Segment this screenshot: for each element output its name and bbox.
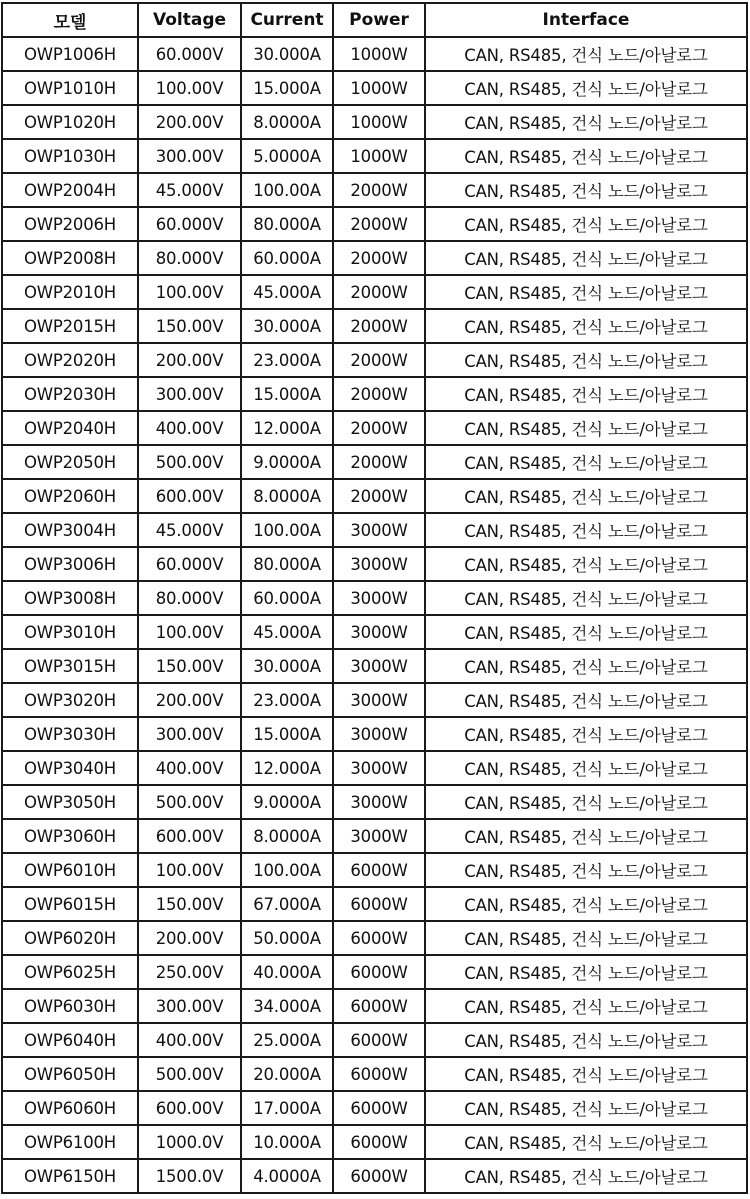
voltage-cell: 600.00V	[138, 819, 241, 853]
voltage-cell: 45.000V	[138, 513, 241, 547]
table-row	[2, 343, 747, 377]
model-cell: OWP6100H	[2, 1125, 138, 1159]
interface-cell: CAN, RS485, 건식 노드/아날로그	[425, 717, 747, 751]
power-cell: 6000W	[333, 921, 425, 955]
table-row	[2, 581, 747, 615]
table-row	[2, 309, 747, 343]
power-cell: 6000W	[333, 1159, 425, 1193]
model-cell: OWP2008H	[2, 241, 138, 275]
table-row	[2, 241, 747, 275]
interface-cell: CAN, RS485, 건식 노드/아날로그	[425, 241, 747, 275]
interface-cell: CAN, RS485, 건식 노드/아날로그	[425, 785, 747, 819]
voltage-cell: 1000.0V	[138, 1125, 241, 1159]
interface-cell: CAN, RS485, 건식 노드/아날로그	[425, 1125, 747, 1159]
table-header-row	[2, 3, 747, 37]
current-cell: 50.000A	[241, 921, 333, 955]
interface-cell: CAN, RS485, 건식 노드/아날로그	[425, 989, 747, 1023]
current-cell: 15.000A	[241, 717, 333, 751]
table-row	[2, 71, 747, 105]
interface-cell: CAN, RS485, 건식 노드/아날로그	[425, 343, 747, 377]
voltage-cell: 200.00V	[138, 343, 241, 377]
power-cell: 6000W	[333, 955, 425, 989]
current-cell: 12.000A	[241, 411, 333, 445]
interface-cell: CAN, RS485, 건식 노드/아날로그	[425, 581, 747, 615]
current-cell: 5.0000A	[241, 139, 333, 173]
interface-cell: CAN, RS485, 건식 노드/아날로그	[425, 513, 747, 547]
current-cell: 80.000A	[241, 207, 333, 241]
interface-cell: CAN, RS485, 건식 노드/아날로그	[425, 139, 747, 173]
power-cell: 2000W	[333, 309, 425, 343]
voltage-cell: 300.00V	[138, 989, 241, 1023]
interface-cell: CAN, RS485, 건식 노드/아날로그	[425, 615, 747, 649]
power-cell: 3000W	[333, 547, 425, 581]
model-cell: OWP3060H	[2, 819, 138, 853]
voltage-cell: 150.00V	[138, 309, 241, 343]
table-row	[2, 207, 747, 241]
voltage-cell: 80.000V	[138, 241, 241, 275]
current-cell: 23.000A	[241, 683, 333, 717]
model-cell: OWP1010H	[2, 71, 138, 105]
table-row	[2, 513, 747, 547]
current-cell: 30.000A	[241, 309, 333, 343]
table-row	[2, 887, 747, 921]
current-cell: 17.000A	[241, 1091, 333, 1125]
model-cell: OWP6050H	[2, 1057, 138, 1091]
interface-cell: CAN, RS485, 건식 노드/아날로그	[425, 1023, 747, 1057]
interface-cell: CAN, RS485, 건식 노드/아날로그	[425, 275, 747, 309]
model-cell: OWP2060H	[2, 479, 138, 513]
model-cell: OWP3006H	[2, 547, 138, 581]
power-cell: 6000W	[333, 1023, 425, 1057]
table-row	[2, 615, 747, 649]
table-row	[2, 1159, 747, 1193]
model-cell: OWP3030H	[2, 717, 138, 751]
current-cell: 9.0000A	[241, 445, 333, 479]
table-row	[2, 411, 747, 445]
power-cell: 2000W	[333, 207, 425, 241]
interface-cell: CAN, RS485, 건식 노드/아날로그	[425, 1159, 747, 1193]
interface-cell: CAN, RS485, 건식 노드/아날로그	[425, 445, 747, 479]
table-row	[2, 751, 747, 785]
interface-cell: CAN, RS485, 건식 노드/아날로그	[425, 751, 747, 785]
voltage-cell: 45.000V	[138, 173, 241, 207]
voltage-cell: 600.00V	[138, 479, 241, 513]
interface-cell: CAN, RS485, 건식 노드/아날로그	[425, 479, 747, 513]
table-row	[2, 921, 747, 955]
table-row	[2, 1091, 747, 1125]
current-cell: 67.000A	[241, 887, 333, 921]
voltage-cell: 600.00V	[138, 1091, 241, 1125]
current-cell: 25.000A	[241, 1023, 333, 1057]
current-cell: 60.000A	[241, 241, 333, 275]
model-cell: OWP6040H	[2, 1023, 138, 1057]
power-cell: 2000W	[333, 173, 425, 207]
table-row	[2, 717, 747, 751]
current-cell: 40.000A	[241, 955, 333, 989]
header-voltage: Voltage	[138, 3, 241, 37]
current-cell: 100.00A	[241, 513, 333, 547]
table-row	[2, 1125, 747, 1159]
table-row	[2, 105, 747, 139]
table-row	[2, 853, 747, 887]
voltage-cell: 500.00V	[138, 785, 241, 819]
interface-cell: CAN, RS485, 건식 노드/아날로그	[425, 1091, 747, 1125]
voltage-cell: 1500.0V	[138, 1159, 241, 1193]
model-cell: OWP3020H	[2, 683, 138, 717]
voltage-cell: 500.00V	[138, 1057, 241, 1091]
model-cell: OWP2015H	[2, 309, 138, 343]
voltage-cell: 60.000V	[138, 37, 241, 71]
power-cell: 3000W	[333, 615, 425, 649]
voltage-cell: 250.00V	[138, 955, 241, 989]
power-cell: 6000W	[333, 989, 425, 1023]
model-cell: OWP2006H	[2, 207, 138, 241]
voltage-cell: 300.00V	[138, 377, 241, 411]
current-cell: 12.000A	[241, 751, 333, 785]
header-interface: Interface	[425, 3, 747, 37]
current-cell: 4.0000A	[241, 1159, 333, 1193]
interface-cell: CAN, RS485, 건식 노드/아날로그	[425, 819, 747, 853]
table-row	[2, 173, 747, 207]
current-cell: 34.000A	[241, 989, 333, 1023]
interface-cell: CAN, RS485, 건식 노드/아날로그	[425, 649, 747, 683]
voltage-cell: 300.00V	[138, 717, 241, 751]
model-cell: OWP6015H	[2, 887, 138, 921]
model-cell: OWP6030H	[2, 989, 138, 1023]
table-row	[2, 785, 747, 819]
power-cell: 2000W	[333, 377, 425, 411]
table-row	[2, 1023, 747, 1057]
table-row	[2, 139, 747, 173]
interface-cell: CAN, RS485, 건식 노드/아날로그	[425, 105, 747, 139]
table-row	[2, 479, 747, 513]
interface-cell: CAN, RS485, 건식 노드/아날로그	[425, 683, 747, 717]
current-cell: 100.00A	[241, 173, 333, 207]
model-cell: OWP6010H	[2, 853, 138, 887]
model-cell: OWP2020H	[2, 343, 138, 377]
spec-table-container	[1, 2, 748, 1194]
voltage-cell: 60.000V	[138, 207, 241, 241]
current-cell: 100.00A	[241, 853, 333, 887]
current-cell: 15.000A	[241, 71, 333, 105]
power-cell: 3000W	[333, 513, 425, 547]
interface-cell: CAN, RS485, 건식 노드/아날로그	[425, 1057, 747, 1091]
voltage-cell: 400.00V	[138, 1023, 241, 1057]
power-cell: 1000W	[333, 105, 425, 139]
voltage-cell: 200.00V	[138, 921, 241, 955]
interface-cell: CAN, RS485, 건식 노드/아날로그	[425, 207, 747, 241]
model-cell: OWP2004H	[2, 173, 138, 207]
voltage-cell: 150.00V	[138, 649, 241, 683]
current-cell: 30.000A	[241, 649, 333, 683]
power-cell: 6000W	[333, 1057, 425, 1091]
model-cell: OWP6020H	[2, 921, 138, 955]
interface-cell: CAN, RS485, 건식 노드/아날로그	[425, 173, 747, 207]
interface-cell: CAN, RS485, 건식 노드/아날로그	[425, 887, 747, 921]
power-cell: 3000W	[333, 581, 425, 615]
model-cell: OWP2030H	[2, 377, 138, 411]
power-cell: 1000W	[333, 37, 425, 71]
power-cell: 3000W	[333, 819, 425, 853]
table-body	[2, 37, 747, 1193]
power-cell: 2000W	[333, 241, 425, 275]
table-row	[2, 37, 747, 71]
power-cell: 6000W	[333, 1091, 425, 1125]
interface-cell: CAN, RS485, 건식 노드/아날로그	[425, 71, 747, 105]
model-cell: OWP2050H	[2, 445, 138, 479]
interface-cell: CAN, RS485, 건식 노드/아날로그	[425, 377, 747, 411]
current-cell: 80.000A	[241, 547, 333, 581]
model-cell: OWP6150H	[2, 1159, 138, 1193]
interface-cell: CAN, RS485, 건식 노드/아날로그	[425, 547, 747, 581]
voltage-cell: 400.00V	[138, 751, 241, 785]
current-cell: 23.000A	[241, 343, 333, 377]
voltage-cell: 200.00V	[138, 105, 241, 139]
voltage-cell: 100.00V	[138, 275, 241, 309]
voltage-cell: 60.000V	[138, 547, 241, 581]
voltage-cell: 500.00V	[138, 445, 241, 479]
power-cell: 2000W	[333, 275, 425, 309]
model-cell: OWP6025H	[2, 955, 138, 989]
voltage-cell: 200.00V	[138, 683, 241, 717]
model-cell: OWP3004H	[2, 513, 138, 547]
table-row	[2, 1057, 747, 1091]
power-cell: 2000W	[333, 445, 425, 479]
model-cell: OWP3015H	[2, 649, 138, 683]
voltage-cell: 300.00V	[138, 139, 241, 173]
table-row	[2, 547, 747, 581]
voltage-cell: 100.00V	[138, 853, 241, 887]
current-cell: 60.000A	[241, 581, 333, 615]
table-row	[2, 377, 747, 411]
current-cell: 8.0000A	[241, 819, 333, 853]
table-row	[2, 445, 747, 479]
model-cell: OWP6060H	[2, 1091, 138, 1125]
model-cell: OWP3010H	[2, 615, 138, 649]
voltage-cell: 100.00V	[138, 71, 241, 105]
interface-cell: CAN, RS485, 건식 노드/아날로그	[425, 853, 747, 887]
power-cell: 2000W	[333, 411, 425, 445]
model-cell: OWP1006H	[2, 37, 138, 71]
current-cell: 15.000A	[241, 377, 333, 411]
table-row	[2, 955, 747, 989]
interface-cell: CAN, RS485, 건식 노드/아날로그	[425, 411, 747, 445]
model-cell: OWP3008H	[2, 581, 138, 615]
interface-cell: CAN, RS485, 건식 노드/아날로그	[425, 309, 747, 343]
current-cell: 9.0000A	[241, 785, 333, 819]
header-power: Power	[333, 3, 425, 37]
model-cell: OWP1020H	[2, 105, 138, 139]
model-cell: OWP2010H	[2, 275, 138, 309]
current-cell: 8.0000A	[241, 479, 333, 513]
current-cell: 8.0000A	[241, 105, 333, 139]
table-row	[2, 819, 747, 853]
table-row	[2, 683, 747, 717]
voltage-cell: 150.00V	[138, 887, 241, 921]
power-cell: 3000W	[333, 785, 425, 819]
power-cell: 6000W	[333, 853, 425, 887]
current-cell: 45.000A	[241, 275, 333, 309]
header-model: 모델	[2, 3, 138, 37]
power-cell: 6000W	[333, 887, 425, 921]
model-cell: OWP2040H	[2, 411, 138, 445]
power-cell: 3000W	[333, 751, 425, 785]
table-row	[2, 989, 747, 1023]
power-cell: 2000W	[333, 343, 425, 377]
interface-cell: CAN, RS485, 건식 노드/아날로그	[425, 37, 747, 71]
current-cell: 10.000A	[241, 1125, 333, 1159]
power-cell: 3000W	[333, 717, 425, 751]
power-cell: 2000W	[333, 479, 425, 513]
model-cell: OWP3050H	[2, 785, 138, 819]
power-cell: 1000W	[333, 71, 425, 105]
current-cell: 45.000A	[241, 615, 333, 649]
header-current: Current	[241, 3, 333, 37]
voltage-cell: 80.000V	[138, 581, 241, 615]
model-cell: OWP1030H	[2, 139, 138, 173]
table-row	[2, 649, 747, 683]
voltage-cell: 400.00V	[138, 411, 241, 445]
power-cell: 1000W	[333, 139, 425, 173]
power-cell: 3000W	[333, 649, 425, 683]
current-cell: 20.000A	[241, 1057, 333, 1091]
interface-cell: CAN, RS485, 건식 노드/아날로그	[425, 955, 747, 989]
current-cell: 30.000A	[241, 37, 333, 71]
power-cell: 6000W	[333, 1125, 425, 1159]
power-supply-spec-table	[1, 2, 748, 1194]
interface-cell: CAN, RS485, 건식 노드/아날로그	[425, 921, 747, 955]
power-cell: 3000W	[333, 683, 425, 717]
table-row	[2, 275, 747, 309]
model-cell: OWP3040H	[2, 751, 138, 785]
voltage-cell: 100.00V	[138, 615, 241, 649]
